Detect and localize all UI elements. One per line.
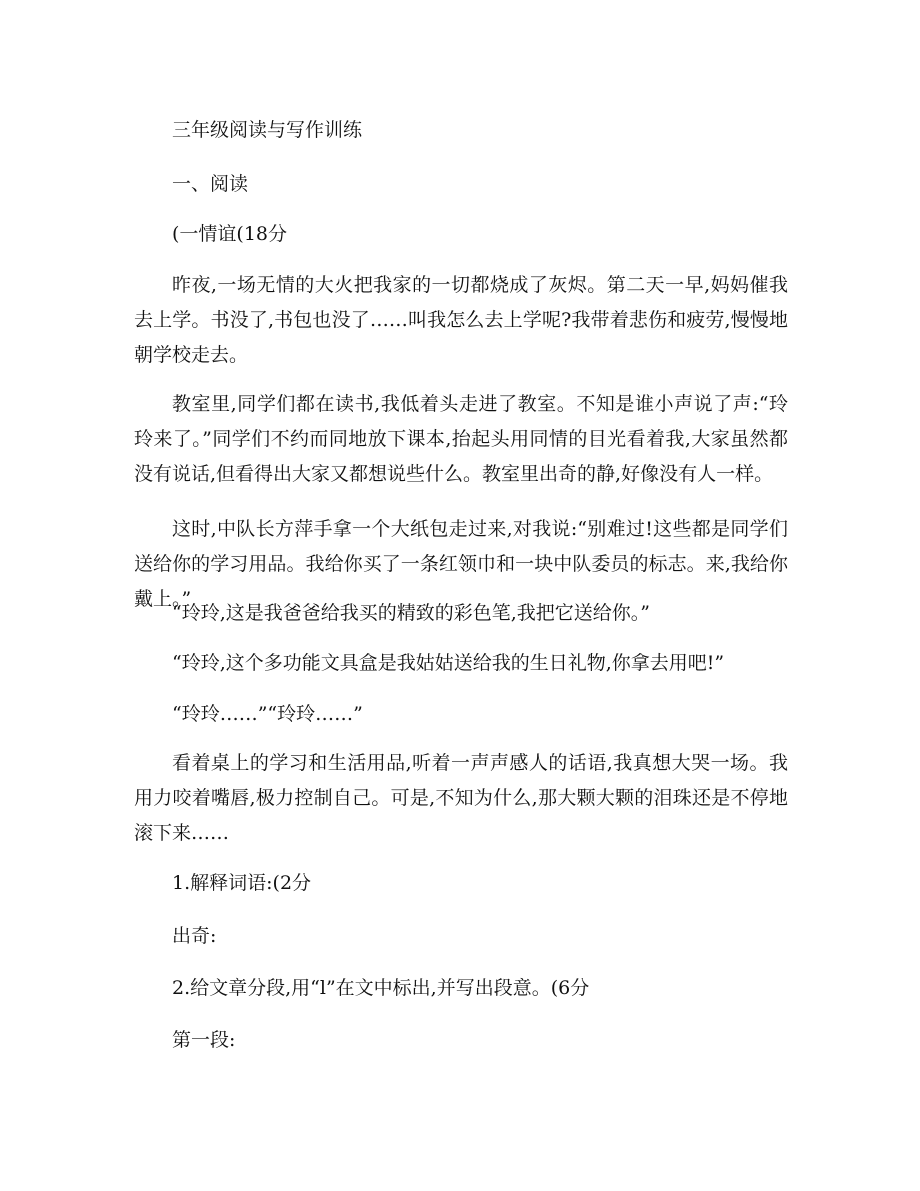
question-2-item: 第一段:	[172, 1029, 236, 1051]
paragraph-1: 昨夜,一场无情的大火把我家的一切都烧成了灰烬。第二天一早,妈妈催我去上学。书没了,书包也没了……叫我怎么去上学呢?我带着悲伤和疲劳,慢慢地朝学校走去。	[134, 274, 788, 366]
question-1-item: 出奇:	[172, 925, 217, 947]
paragraph-4: “玲玲,这是我爸爸给我买的精致的彩色笔,我把它送给你。”	[172, 602, 651, 624]
paragraph-2: 教室里,同学们都在读书,我低着头走进了教室。不知是谁小声说了声:“玲玲来了。”同学们不约而同地放下课本,抬起头用同情的目光看着我,大家虽然都没有说话,但看得出大家又都想说些什么。教室里出奇的静,好像没有人一样。	[134, 393, 788, 485]
question-2: 2.给文章分段,用“l”在文中标出,并写出段意。(6分	[172, 977, 590, 999]
paragraph-3: 这时,中队长方萍手拿一个大纸包走过来,对我说:“别难过!这些都是同学们送给你的学习用品。我给你买了一条红领巾和一块中队委员的标志。来,我给你戴上。”	[134, 518, 788, 610]
paragraph-6: “玲玲……”“玲玲……”	[172, 703, 363, 725]
paragraph-7: 看着桌上的学习和生活用品,听着一声声感人的话语,我真想大哭一场。我用力咬着嘴唇,极力控制自己。可是,不知为什么,那大颗大颗的泪珠还是不停地滚下来……	[134, 752, 788, 844]
document-title: 三年级阅读与写作训练	[172, 119, 363, 141]
question-1: 1.解释词语:(2分	[172, 872, 312, 894]
section-heading: 一、阅读	[172, 173, 249, 195]
passage-heading: (一情谊(18分	[172, 223, 288, 245]
paragraph-5: “玲玲,这个多功能文具盒是我姑姑送给我的生日礼物,你拿去用吧!”	[172, 652, 725, 674]
